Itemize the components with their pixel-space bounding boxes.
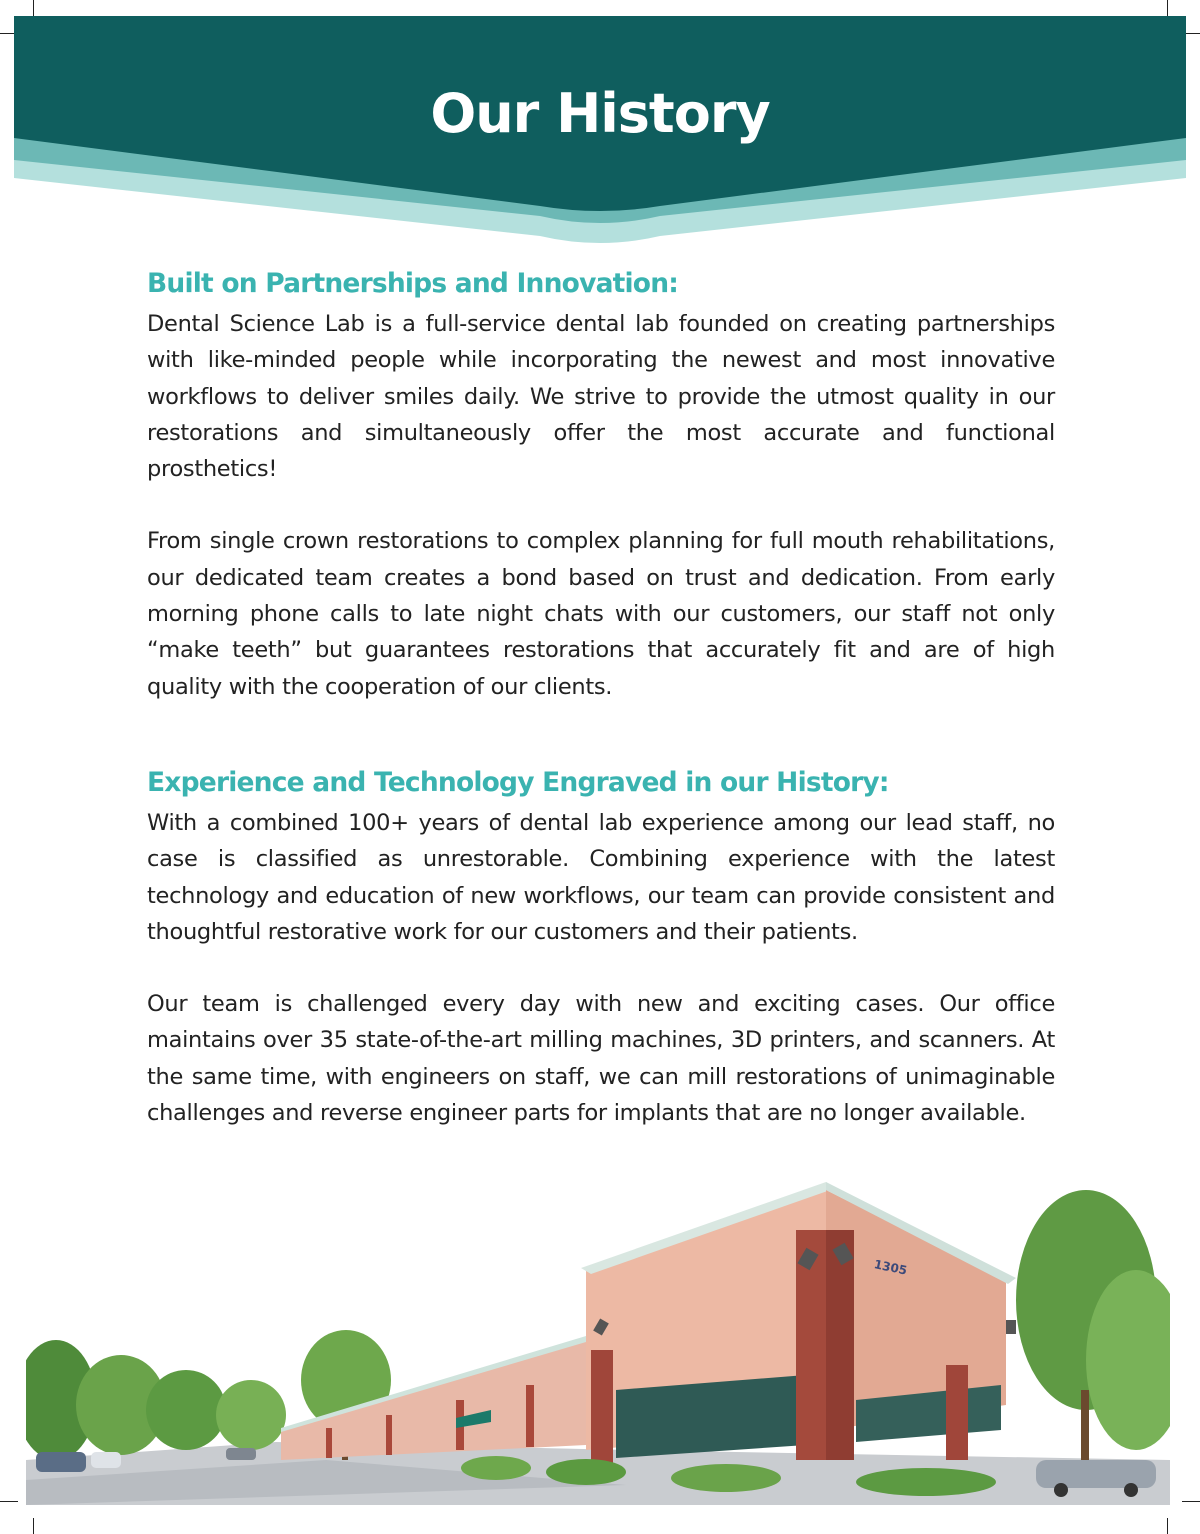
page-title: Our History [430, 82, 770, 145]
section-heading: Built on Partnerships and Innovation: [147, 268, 679, 299]
building-photo [26, 1160, 1170, 1505]
section-experience [147, 765, 1055, 1131]
crop-mark [0, 1501, 18, 1502]
body-paragraph: From single crown restorations to complex planning for full mouth rehabilitations, our dedicated team creates a bond based on trust and dedication. From early morning phone calls to late night chats with our customers, our staff not only “make teeth” but guarantees restorations that accurately fit and are of high quality with the cooperation of our clients. [147, 528, 1055, 700]
building-number: 1305 [872, 1257, 909, 1278]
header-banner [0, 0, 1200, 260]
body-paragraph: Our team is challenged every day with new and exciting cases. Our office maintains over 35 state-of-the-art milling machines, 3D printers, and scanners. At the same time, with engineers on staff, we can mill restorations of unimaginable challenges and reverse engineer parts for implants that are no longer available. [147, 991, 1055, 1127]
body-paragraph: Dental Science Lab is a full-service dental lab founded on creating partnerships with like-minded people while incorporating the newest and most innovative workflows to deliver smiles daily. We strive to provide the utmost quality in our restorations and simultaneously offer the most accurate and functional prosthetics! [147, 311, 1055, 483]
crop-mark [1167, 1518, 1168, 1534]
section-partnerships [147, 266, 1055, 705]
body-paragraph: With a combined 100+ years of dental lab experience among our lead staff, no case is classified as unrestorable. Combining experience with the latest technology and education of new workflows, our team can provide consistent and thoughtful restorative work for our customers and their patients. [147, 810, 1055, 945]
section-heading: Experience and Technology Engraved in our History: [147, 767, 889, 798]
crop-mark [33, 1518, 34, 1534]
crop-mark [1182, 1501, 1200, 1502]
